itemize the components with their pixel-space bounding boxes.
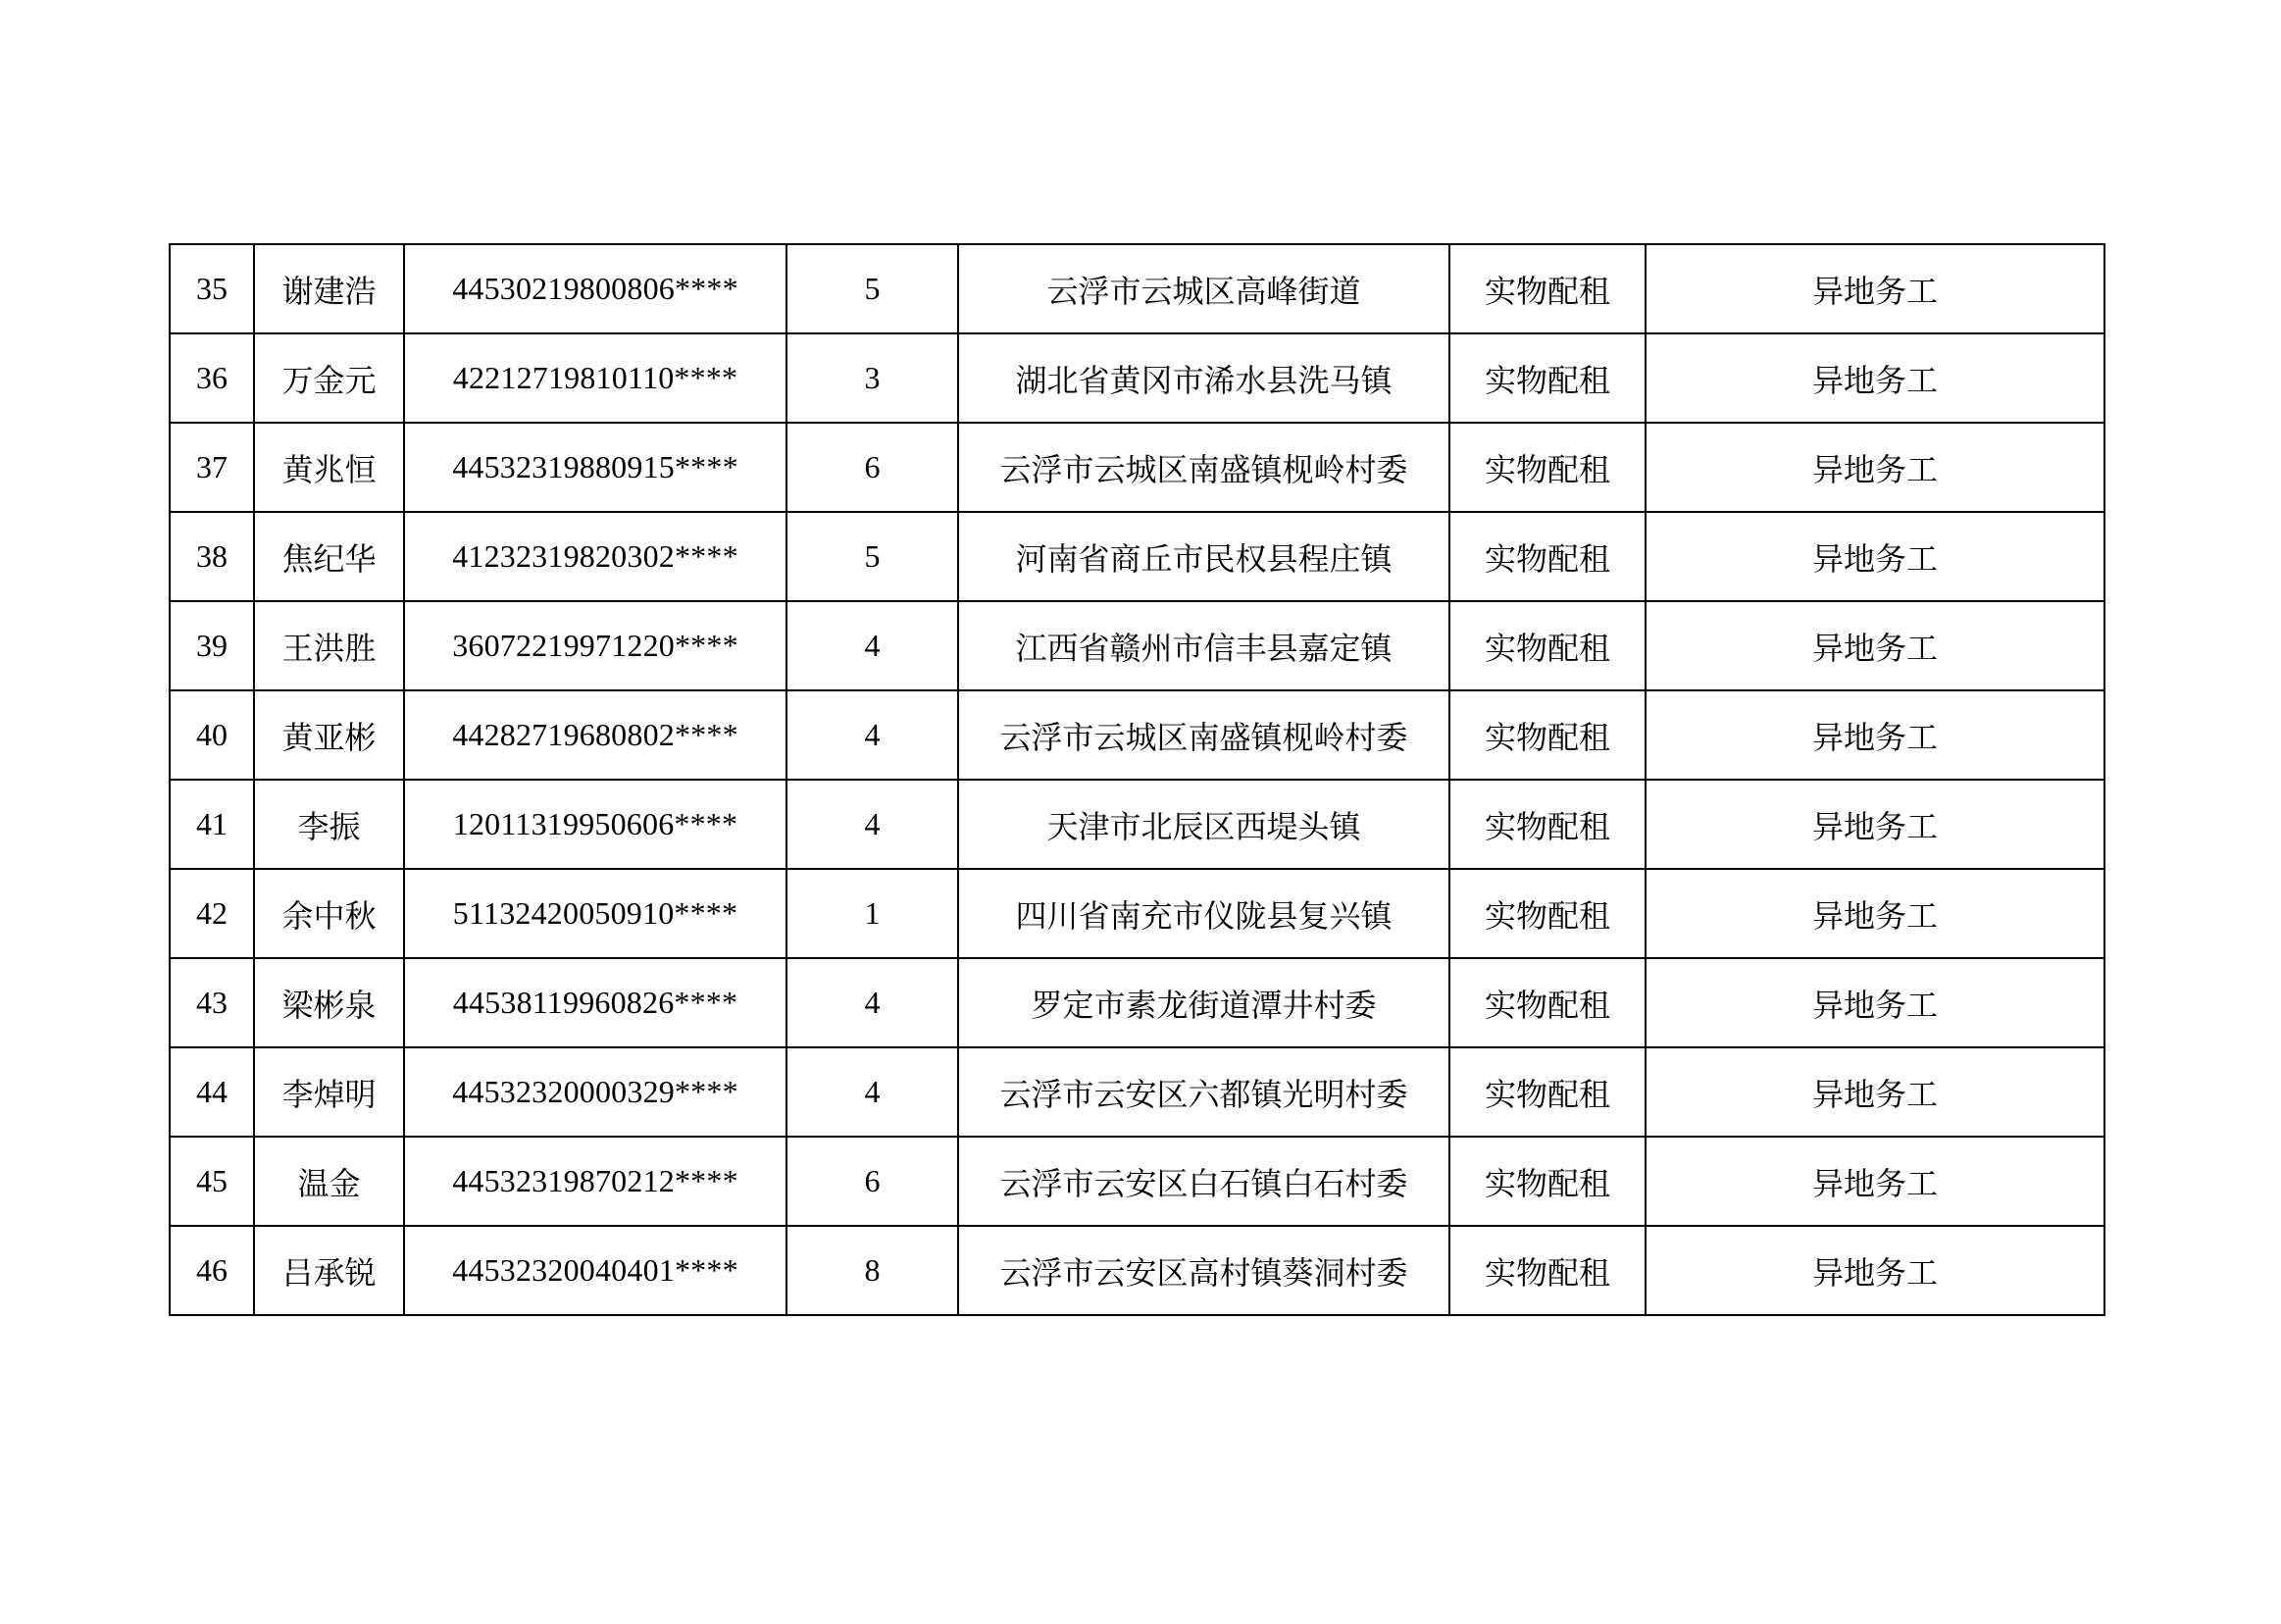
table-row bbox=[170, 512, 2104, 601]
application-reason: 异地务工 bbox=[1646, 958, 2104, 1047]
household-size: 1 bbox=[786, 869, 958, 958]
household-size: 4 bbox=[786, 780, 958, 869]
person-name: 余中秋 bbox=[254, 869, 404, 958]
person-name: 梁彬泉 bbox=[254, 958, 404, 1047]
household-size: 3 bbox=[786, 333, 958, 423]
id-number: 44530219800806**** bbox=[404, 244, 786, 333]
row-number: 35 bbox=[170, 244, 254, 333]
allocation-type: 实物配租 bbox=[1449, 958, 1646, 1047]
household-address: 天津市北辰区西堤头镇 bbox=[958, 780, 1449, 869]
person-name: 谢建浩 bbox=[254, 244, 404, 333]
row-number: 37 bbox=[170, 423, 254, 512]
household-address: 四川省南充市仪陇县复兴镇 bbox=[958, 869, 1449, 958]
application-reason: 异地务工 bbox=[1646, 690, 2104, 780]
person-name: 李焯明 bbox=[254, 1047, 404, 1137]
row-number: 43 bbox=[170, 958, 254, 1047]
roster-sheet bbox=[169, 243, 2104, 1316]
row-number: 36 bbox=[170, 333, 254, 423]
id-number: 44532320040401**** bbox=[404, 1226, 786, 1315]
application-reason: 异地务工 bbox=[1646, 869, 2104, 958]
person-name: 王洪胜 bbox=[254, 601, 404, 690]
household-size: 6 bbox=[786, 423, 958, 512]
table-row bbox=[170, 423, 2104, 512]
application-reason: 异地务工 bbox=[1646, 1137, 2104, 1226]
person-name: 吕承锐 bbox=[254, 1226, 404, 1315]
allocation-type: 实物配租 bbox=[1449, 1137, 1646, 1226]
table-row bbox=[170, 1047, 2104, 1137]
row-number: 41 bbox=[170, 780, 254, 869]
application-reason: 异地务工 bbox=[1646, 244, 2104, 333]
application-reason: 异地务工 bbox=[1646, 1047, 2104, 1137]
household-address: 云浮市云城区南盛镇枧岭村委 bbox=[958, 423, 1449, 512]
allocation-type: 实物配租 bbox=[1449, 690, 1646, 780]
id-number: 44532320000329**** bbox=[404, 1047, 786, 1137]
household-address: 云浮市云安区高村镇葵洞村委 bbox=[958, 1226, 1449, 1315]
household-address: 河南省商丘市民权县程庄镇 bbox=[958, 512, 1449, 601]
person-name: 焦纪华 bbox=[254, 512, 404, 601]
id-number: 51132420050910**** bbox=[404, 869, 786, 958]
table-row bbox=[170, 1137, 2104, 1226]
allocation-type: 实物配租 bbox=[1449, 1047, 1646, 1137]
id-number: 41232319820302**** bbox=[404, 512, 786, 601]
household-size: 5 bbox=[786, 512, 958, 601]
table-row bbox=[170, 780, 2104, 869]
row-number: 40 bbox=[170, 690, 254, 780]
person-name: 万金元 bbox=[254, 333, 404, 423]
household-size: 4 bbox=[786, 601, 958, 690]
allocation-type: 实物配租 bbox=[1449, 1226, 1646, 1315]
household-size: 5 bbox=[786, 244, 958, 333]
table-row bbox=[170, 958, 2104, 1047]
row-number: 44 bbox=[170, 1047, 254, 1137]
id-number: 44532319880915**** bbox=[404, 423, 786, 512]
allocation-type: 实物配租 bbox=[1449, 601, 1646, 690]
household-address: 云浮市云安区六都镇光明村委 bbox=[958, 1047, 1449, 1137]
household-size: 8 bbox=[786, 1226, 958, 1315]
household-address: 云浮市云城区南盛镇枧岭村委 bbox=[958, 690, 1449, 780]
id-number: 44532319870212**** bbox=[404, 1137, 786, 1226]
household-address: 罗定市素龙街道潭井村委 bbox=[958, 958, 1449, 1047]
allocation-type: 实物配租 bbox=[1449, 869, 1646, 958]
household-size: 4 bbox=[786, 690, 958, 780]
row-number: 45 bbox=[170, 1137, 254, 1226]
allocation-type: 实物配租 bbox=[1449, 423, 1646, 512]
household-size: 4 bbox=[786, 1047, 958, 1137]
person-name: 温金 bbox=[254, 1137, 404, 1226]
table-row bbox=[170, 601, 2104, 690]
application-reason: 异地务工 bbox=[1646, 512, 2104, 601]
application-reason: 异地务工 bbox=[1646, 601, 2104, 690]
household-address: 湖北省黄冈市浠水县洗马镇 bbox=[958, 333, 1449, 423]
allocation-type: 实物配租 bbox=[1449, 333, 1646, 423]
row-number: 42 bbox=[170, 869, 254, 958]
id-number: 36072219971220**** bbox=[404, 601, 786, 690]
application-reason: 异地务工 bbox=[1646, 333, 2104, 423]
id-number: 44282719680802**** bbox=[404, 690, 786, 780]
application-reason: 异地务工 bbox=[1646, 1226, 2104, 1315]
household-address: 江西省赣州市信丰县嘉定镇 bbox=[958, 601, 1449, 690]
person-name: 李振 bbox=[254, 780, 404, 869]
person-name: 黄亚彬 bbox=[254, 690, 404, 780]
id-number: 42212719810110**** bbox=[404, 333, 786, 423]
roster-table bbox=[169, 243, 2105, 1316]
household-address: 云浮市云安区白石镇白石村委 bbox=[958, 1137, 1449, 1226]
roster-body bbox=[170, 244, 2104, 1315]
allocation-type: 实物配租 bbox=[1449, 512, 1646, 601]
household-size: 6 bbox=[786, 1137, 958, 1226]
row-number: 38 bbox=[170, 512, 254, 601]
household-size: 4 bbox=[786, 958, 958, 1047]
table-row bbox=[170, 1226, 2104, 1315]
id-number: 44538119960826**** bbox=[404, 958, 786, 1047]
household-address: 云浮市云城区高峰街道 bbox=[958, 244, 1449, 333]
application-reason: 异地务工 bbox=[1646, 423, 2104, 512]
row-number: 46 bbox=[170, 1226, 254, 1315]
table-row bbox=[170, 690, 2104, 780]
table-row bbox=[170, 869, 2104, 958]
allocation-type: 实物配租 bbox=[1449, 780, 1646, 869]
application-reason: 异地务工 bbox=[1646, 780, 2104, 869]
id-number: 12011319950606**** bbox=[404, 780, 786, 869]
row-number: 39 bbox=[170, 601, 254, 690]
person-name: 黄兆恒 bbox=[254, 423, 404, 512]
table-row bbox=[170, 333, 2104, 423]
allocation-type: 实物配租 bbox=[1449, 244, 1646, 333]
table-row bbox=[170, 244, 2104, 333]
